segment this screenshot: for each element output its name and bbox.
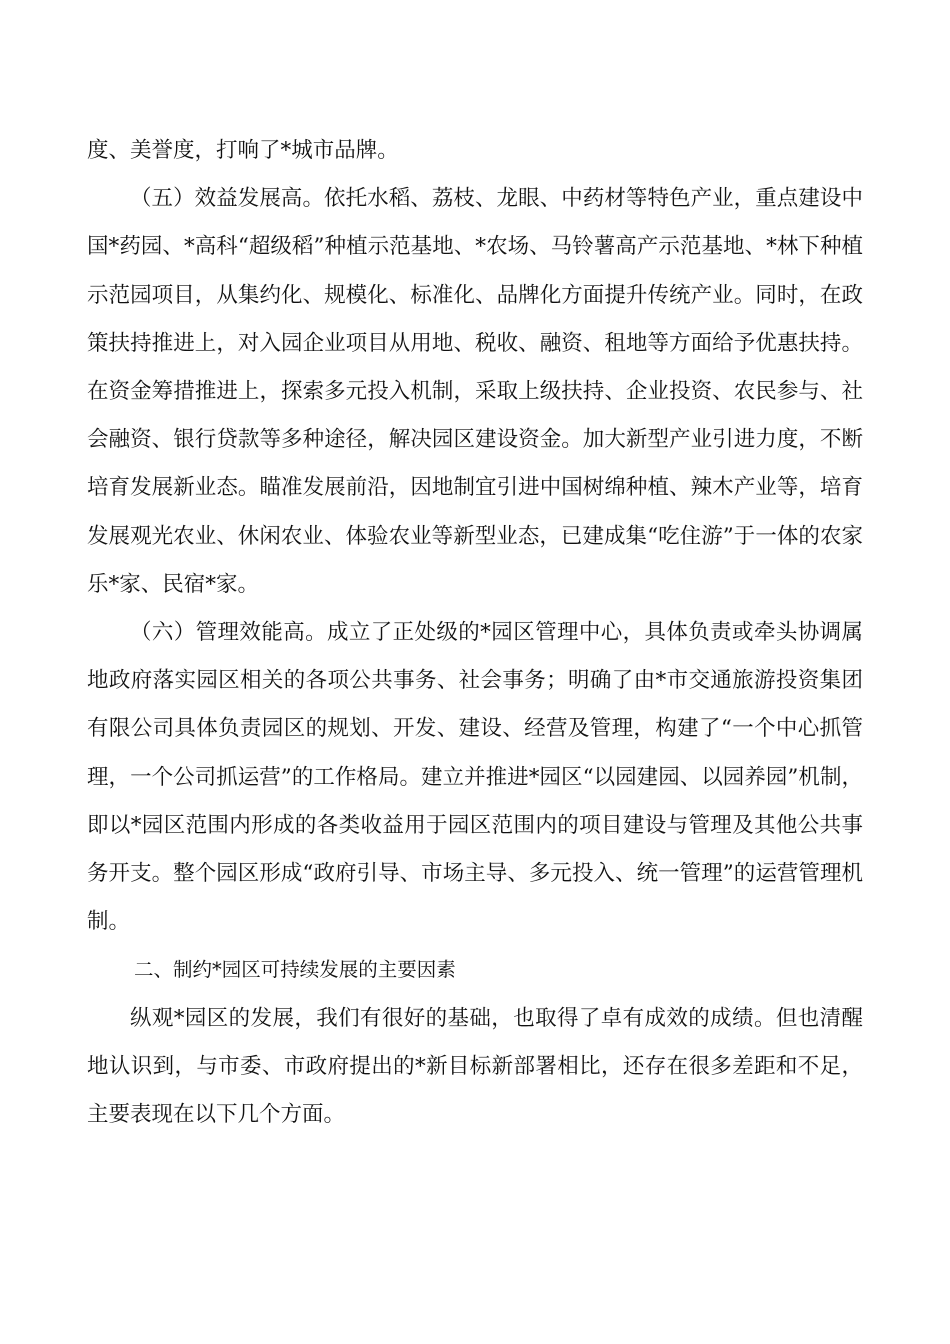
paragraph-management-efficiency: （六）管理效能高。成立了正处级的*园区管理中心，具体负责或牵头协调属地政府落实园区相关的各项公共事务、社会事务；明确了由*市交通旅游投资集团有限公司具体负责园区的规划、开发、建设、经营及管理，构建了“一个中心抓管理，一个公司抓运营”的工作格局。建立并推进*园区“以园建园、以园养园”机制，即以*园区范围内形成的各类收益用于园区范围内的项目建设与管理及其他公共事务开支。整个园区形成“政府引导、市场主导、多元投入、统一管理”的运营管理机制。	[87, 620, 863, 935]
paragraph-continuation: 度、美誉度，打响了*城市品牌。	[87, 138, 399, 163]
document-body	[87, 127, 863, 1139]
paragraph-benefit-development: （五）效益发展高。依托水稻、荔枝、龙眼、中药材等特色产业，重点建设中国*药园、*高科“超级稻”种植示范基地、*农场、马铃薯高产示范基地、*林下种植示范园项目，从集约化、规模化、标准化、品牌化方面提升传统产业。同时，在政策扶持推进上，对入园企业项目从用地、税收、融资、租地等方面给予优惠扶持。在资金筹措推进上，探索多元投入机制，采取上级扶持、企业投资、农民参与、社会融资、银行贷款等多种途径，解决园区建设资金。加大新型产业引进力度，不断培育发展新业态。瞄准发展前沿，因地制宜引进中国树绵种植、辣木产业等，培育发展观光农业、休闲农业、体验农业等新型业态，已建成集“吃住游”于一体的农家乐*家、民宿*家。	[87, 186, 863, 597]
paragraph-overview: 纵观*园区的发展，我们有很好的基础，也取得了卓有成效的成绩。但也清醒地认识到，与市委、市政府提出的*新目标新部署相比，还存在很多差距和不足，主要表现在以下几个方面。	[87, 1005, 863, 1128]
section-heading: 二、制约*园区可持续发展的主要因素	[134, 958, 456, 982]
